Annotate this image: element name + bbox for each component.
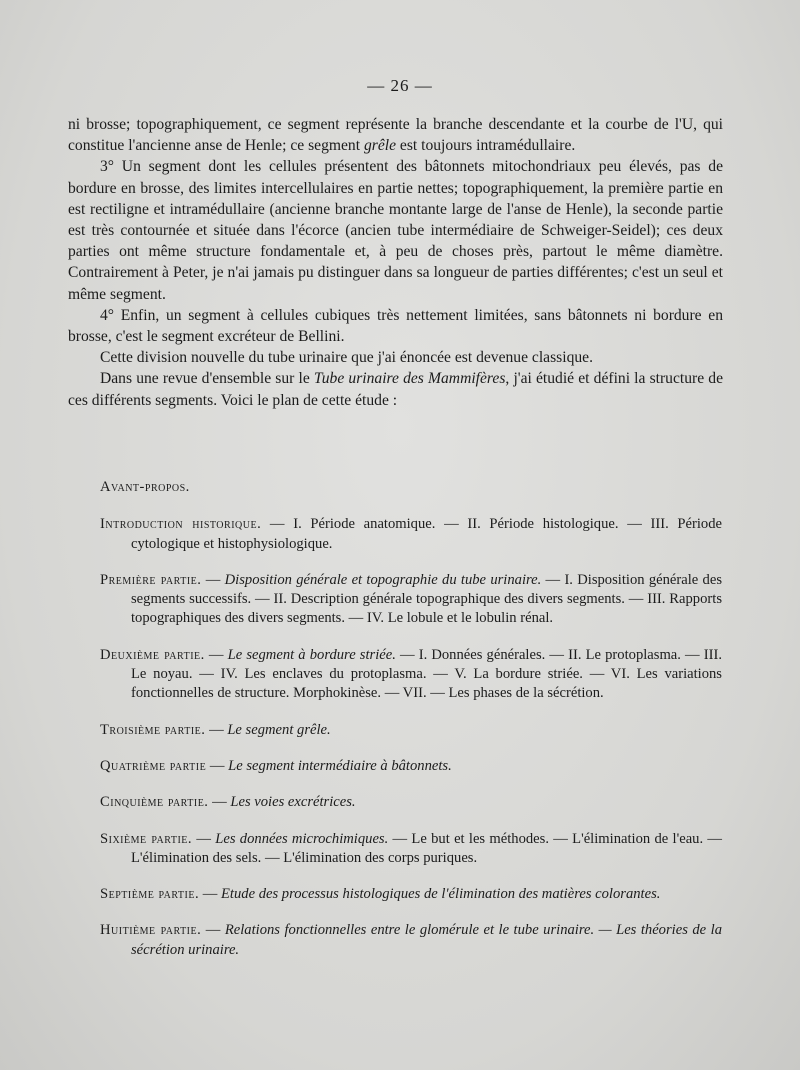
toc-entry-avant-propos <box>100 478 722 497</box>
toc-entry-text: — Etude des processus histologiques de l'élimination des matières colorantes. <box>199 886 661 903</box>
toc-entry-part-7 <box>100 885 722 904</box>
toc-entry-introduction <box>100 515 722 554</box>
toc-entry-part-5 <box>100 793 722 812</box>
paragraph-continuation: ni brosse; topographiquement, ce segment représente la branche descendante et la courbe de l'U, qui constitue l'ancienne anse de Henle; ce segment grêle est toujours intramédullaire. <box>68 116 723 155</box>
paragraph-segment-3: 3° Un segment dont les cellules présentent des bâtonnets mitochondriaux peu élevés, pas de bordure en brosse, des limites intercellulaires en partie nettes; topographiquement, la première partie en est rectiligne et intramédullaire (ancienne branche montante large de l'anse de Henle), la seconde partie est très contournée et située dans l'écorce (ancien tube intermédiaire de Schweiger-Seidel); ces deux parties ont même structure fondamentale et, à peu de choses près, partout le même diamètre. Contrairement à Peter, je n'ai jamais pu distinguer dans sa longueur de parties différentes; c'est un seul et même segment. <box>68 158 723 303</box>
toc-entry-heading: Quatrième partie <box>100 757 207 774</box>
toc-entry-text: — Les voies excrétrices. <box>208 794 356 811</box>
paragraph-study-plan: Dans une revue d'ensemble sur le Tube urinaire des Mammifères, j'ai étudié et défini la structure de ces différents segments. Voici le plan de cette étude : <box>68 370 724 409</box>
toc-entry-part-3 <box>100 721 722 740</box>
paragraph-segment-4: 4° Enfin, un segment à cellules cubiques très nettement limitées, sans bâtonnets ni bordure en brosse, c'est le segment excréteur de Bellini. <box>68 306 723 346</box>
toc-entry-heading: Huitième partie. <box>100 922 202 939</box>
toc-entry-text: — Le segment intermédiaire à bâtonnets. <box>206 757 452 774</box>
toc-entry-heading: Première partie. <box>100 571 202 588</box>
toc-entry-heading: Avant-propos. <box>100 479 190 495</box>
toc-entry-part-4 <box>100 757 722 776</box>
toc-entry-part-1 <box>100 571 722 629</box>
paragraph-classification: Cette division nouvelle du tube urinaire que j'ai énoncée est devenue classique. <box>100 349 593 367</box>
toc-entry-heading: Septième partie. <box>100 886 200 903</box>
page-number: — 26 — <box>367 76 433 95</box>
toc-entry-text: — I. Période anatomique. — II. Période histologique. — III. Période cytologique et histophysiologique. <box>131 516 722 552</box>
body-text <box>68 114 723 411</box>
toc-entry-text: — Le segment grêle. <box>205 721 331 738</box>
toc-entry-part-8 <box>100 921 722 960</box>
toc-entry-heading: Introduction historique. <box>100 516 262 533</box>
toc-entry-heading: Troisième partie. <box>100 721 206 738</box>
toc-entry-text: — Relations fonctionnelles entre le glomérule et le tube urinaire. — Les théories de la sécrétion urinaire. <box>131 922 722 958</box>
toc-entry-heading: Deuxième partie. <box>100 646 205 663</box>
toc-entry-heading: Sixième partie. <box>100 830 193 847</box>
study-plan-contents <box>100 478 722 977</box>
toc-entry-text: — Les données microchimiques. — Le but et les méthodes. — L'élimination de l'eau. — L'élimination des sels. — L'élimination des corps puriques. <box>131 830 723 866</box>
toc-entry-part-2 <box>100 646 722 704</box>
toc-entry-heading: Cinquième partie. <box>100 794 209 811</box>
toc-entry-text: — Le segment à bordure striée. — I. Données générales. — II. Le protoplasma. — III. Le noyau. — IV. Les enclaves du protoplasma. — V. La bordure striée. — VI. Les variations fonctionnelles de structure. Morphokinèse. — VII. — Les phases de la sécrétion. <box>131 646 722 702</box>
toc-entry-text: — Disposition générale et topographie du tube urinaire. — I. Disposition générale des segments successifs. — II. Description générale topographique des divers segments. — III. Rapports topographiques des divers segments. — IV. Le lobule et le lobulin rénal. <box>131 571 722 627</box>
toc-entry-part-6 <box>100 830 722 869</box>
